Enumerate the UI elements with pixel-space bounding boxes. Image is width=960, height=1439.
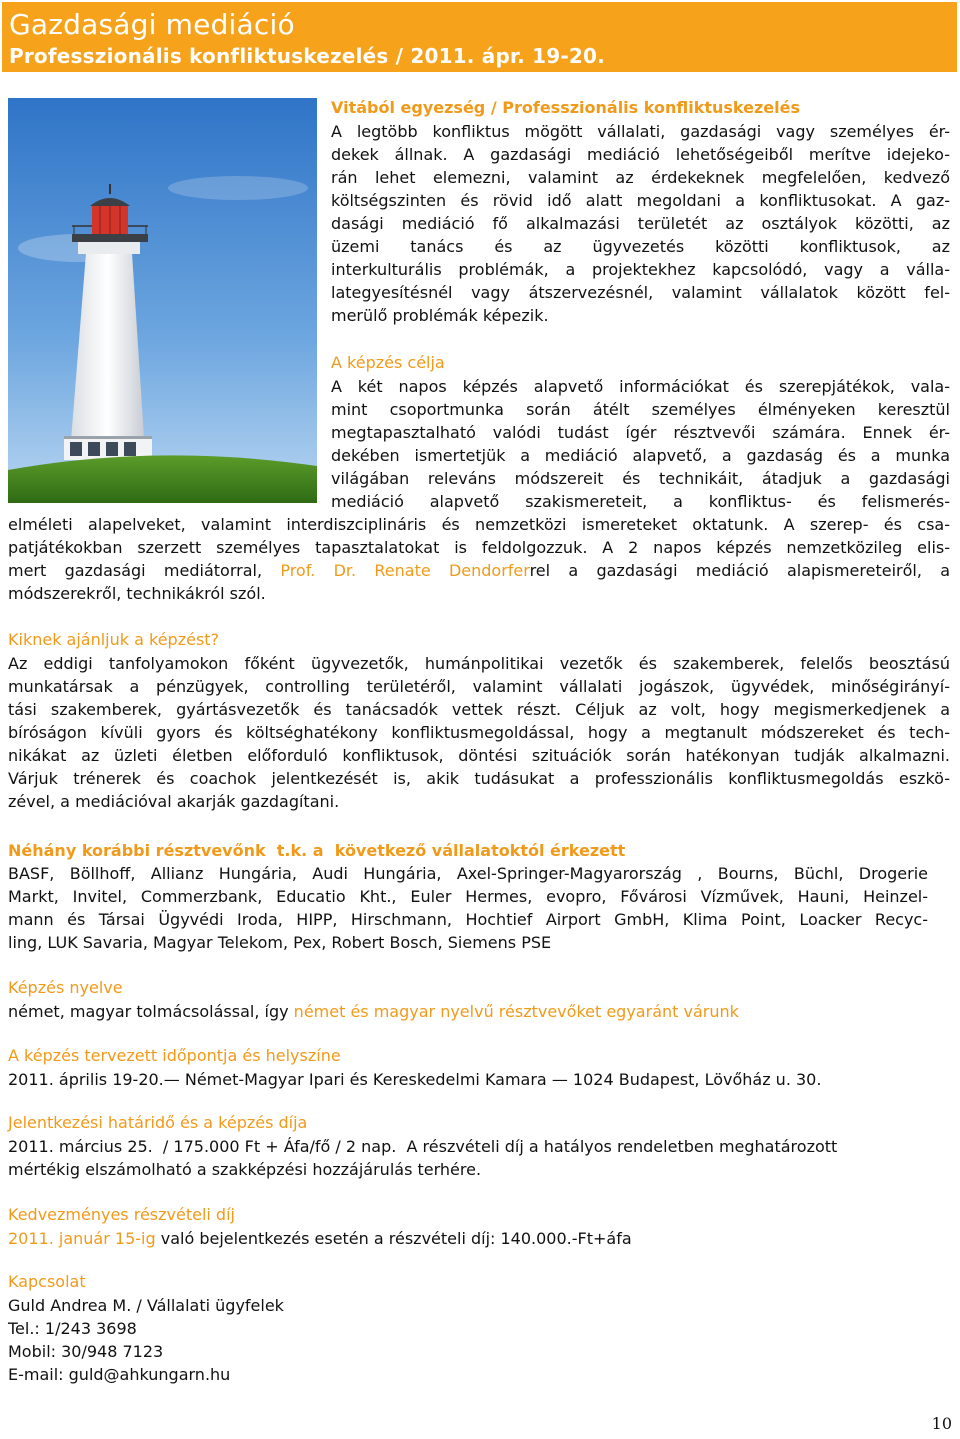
schedule-heading: A képzés tervezett időpontja és helyszíne: [8, 1046, 341, 1065]
deadline-heading: Jelentkezési határidő és a képzés díja: [8, 1113, 308, 1132]
goal-paragraph-narrow: [331, 375, 950, 513]
trainer-title-dr: Dr.: [333, 561, 357, 580]
language-text: [8, 1000, 739, 1023]
trainer-title-prof: Prof.: [280, 561, 316, 580]
deadline-line: mértékig elszámolható a szakképzési hozzájárulás terhére.: [8, 1160, 482, 1179]
goal-line: elméleti alapelveket, valamint interdiszciplináris és nemzetközi ismereteket oktatunk. A szerep- és csa-: [8, 515, 950, 534]
deadline-line: 2011. március 25. / 175.000 Ft + Áfa/fő / 2 nap. A részvételi díj a hatályos rendeletben meghatározott: [8, 1137, 838, 1156]
intro-line: dasági mediáció fő alkalmazási területét az osztályok közötti, az: [331, 214, 950, 233]
goal-paragraph-wide: [8, 513, 950, 605]
goal-trainer-pre: mert gazdasági mediátorral,: [8, 561, 263, 580]
language-text-pre: német, magyar tolmácsolással, így: [8, 1002, 289, 1021]
audience-line: zével, a mediációval akarják gazdagítani.: [8, 792, 340, 811]
discount-text: [8, 1227, 632, 1250]
audience-line: bíróságon kívüli gyors és költséghatékony konfliktusmegoldással, hogy a megtanult módszereket és tech-: [8, 723, 950, 742]
audience-paragraph: [8, 652, 950, 813]
language-text-highlight: német és magyar nyelvű résztvevőket egyaránt várunk: [293, 1002, 739, 1021]
participants-heading: Néhány korábbi résztvevőnk t.k. a következő vállalatoktól érkezett: [8, 841, 626, 860]
schedule-text: 2011. április 19-20.— Német-Magyar Ipari és Kereskedelmi Kamara — 1024 Budapest, Lövőház u. 30.: [8, 1070, 822, 1089]
audience-line: tási szakemberek, gyártásvezetők és tanácsadók vettek részt. Céljuk az volt, hogy megismerkedjenek a: [8, 700, 950, 719]
goal-line: világában releváns módszereit és technikáit, átadjuk a gazdasági: [331, 469, 950, 488]
language-heading: Képzés nyelve: [8, 978, 123, 997]
title-banner: [2, 2, 957, 72]
participants-line: Markt, Invitel, Commerzbank, Educatio Kht., Euler Hermes, evopro, Fővárosi Vízművek, Hauni, Heinzel-: [8, 887, 928, 906]
audience-line: munkatársak a pénzügyek, controlling területéről, valamint vállalati jogászok, ügyvédek, minőségirányí-: [8, 677, 950, 696]
discount-date: 2011. január 15-ig: [8, 1229, 156, 1248]
participants-line: ling, LUK Savaria, Magyar Telekom, Pex, Robert Bosch, Siemens PSE: [8, 933, 552, 952]
contact-heading: Kapcsolat: [8, 1272, 86, 1291]
trainer-name: Renate Dendorfer: [374, 561, 530, 580]
audience-line: Az eddigi tanfolyamokon főként ügyvezetők, humánpolitikai vezetők és szakemberek, felelős beosztású: [8, 654, 950, 673]
intro-line: dekek állnak. A gazdasági mediáció lehetőségeiből merítve idejeko-: [331, 145, 950, 164]
intro-line: merülő problémák képezik.: [331, 306, 549, 325]
contact-mobile: Mobil: 30/948 7123: [8, 1342, 164, 1361]
intro-paragraph: [331, 120, 950, 327]
page-title: Gazdasági mediáció: [9, 8, 295, 41]
intro-line: lategyesítésnél vagy átszervezésnél, valamint vállalatok között fel-: [331, 283, 950, 302]
participants-line: mann és Társai Ügyvédi Iroda, HIPP, Hirschmann, Hochtief Airport GmbH, Klima Point, Loacker Recyc-: [8, 910, 928, 929]
discount-detail: való bejelentkezés esetén a részvételi díj: 140.000.-Ft+áfa: [160, 1229, 632, 1248]
page-number: 10: [931, 1414, 952, 1433]
goal-line: mint csoportmunka során átélt személyes élményeken keresztül: [331, 400, 950, 419]
goal-trainer-line: [8, 559, 950, 582]
goal-line: patjátékokban szerzett személyes tapasztalatokat is feldolgozzuk. A 2 napos képzés nemzetközileg elis-: [8, 538, 950, 557]
goal-line: megtapasztalható valódi tudást ígér résztvevői számára. Ennek ér-: [331, 423, 950, 442]
intro-line: interkulturális problémák, a projektekhez kapcsolódó, vagy a válla-: [331, 260, 950, 279]
audience-line: Várjuk trénerek és coachok jelentkezését is, akik tudásukat a professzionális konfliktusmegoldás eszkö-: [8, 769, 950, 788]
intro-heading: Vitából egyezség / Professzionális konfliktuskezelés: [331, 98, 800, 117]
intro-line: A legtöbb konfliktus mögött vállalati, gazdasági vagy személyes ér-: [331, 122, 950, 141]
contact-name: Guld Andrea M. / Vállalati ügyfelek: [8, 1296, 284, 1315]
discount-heading: Kedvezményes részvételi díj: [8, 1205, 235, 1224]
contact-phone: Tel.: 1/243 3698: [8, 1319, 137, 1338]
goal-line: A két napos képzés alapvető információkat és szerepjátékok, vala-: [331, 377, 950, 396]
lighthouse-photo: [8, 98, 317, 503]
goal-line: dekében ismertetjük a mediáció alapvető, a gazdaság és a munka: [331, 446, 950, 465]
intro-line: rán lehet elemezni, valamint az érdekeknek megfelelően, kedvező: [331, 168, 950, 187]
participants-paragraph: [8, 862, 928, 954]
goal-line: módszerekről, technikákról szól.: [8, 584, 266, 603]
contact-email[interactable]: E-mail: guld@ahkungarn.hu: [8, 1365, 231, 1384]
deadline-paragraph: [8, 1135, 953, 1181]
goal-line: mediáció alapvető szakismereteit, a konfliktus- és felismerés-: [331, 492, 950, 511]
audience-line: nikákat az üzleti életben előforduló konfliktusok, döntési szituációk során hatékonyan tudják alkalmazni.: [8, 746, 950, 765]
intro-line: üzemi tanács és az ügyvezetés közötti konfliktusok, az: [331, 237, 950, 256]
intro-line: költségszinten és rövid idő alatt megoldani a konfliktusokat. A gaz-: [331, 191, 950, 210]
goal-trainer-post: rel a gazdasági mediáció alapismereteiről, a: [529, 561, 951, 580]
contact-block: [8, 1294, 284, 1386]
audience-heading: Kiknek ajánljuk a képzést?: [8, 630, 220, 649]
goal-heading: A képzés célja: [331, 353, 445, 372]
participants-line: BASF, Böllhoff, Allianz Hungária, Audi Hungária, Axel-Springer-Magyarország , Bourns, Büchl, Drogerie: [8, 864, 928, 883]
page-subtitle: Professzionális konfliktuskezelés / 2011. ápr. 19-20.: [9, 44, 605, 68]
